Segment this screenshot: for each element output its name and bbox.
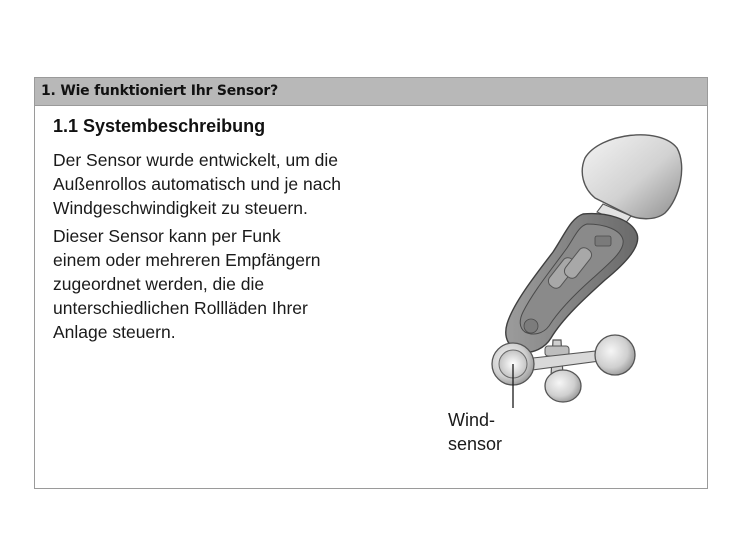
- paragraph-radio: [53, 224, 413, 344]
- section-title: 1. Wie funktioniert Ihr Sensor?: [41, 83, 278, 99]
- section-header: [35, 78, 707, 106]
- content-box: [34, 77, 708, 489]
- sensor-body: [506, 214, 638, 353]
- paragraph-line: unterschiedlichen Rollläden Ihrer: [53, 298, 308, 318]
- wind-sensor-label: Wind-: [448, 410, 496, 430]
- sensor-lid: [582, 135, 681, 224]
- paragraph-description: [53, 148, 413, 220]
- subsection-title: 1.1 Systembeschreibung: [53, 116, 266, 136]
- paragraph-line: Dieser Sensor kann per Funk: [53, 226, 281, 246]
- wind-sensor-label: sensor: [448, 434, 503, 454]
- paragraph-line: Windgeschwindigkeit zu steuern.: [53, 198, 308, 218]
- wind-sensor-illustration: [455, 128, 695, 408]
- paragraph-line: einem oder mehreren Empfängern: [53, 250, 321, 270]
- paragraph-line: Außenrollos automatisch und je nach: [53, 174, 341, 194]
- paragraph-line: Der Sensor wurde entwickelt, um die: [53, 150, 338, 170]
- paragraph-line: Anlage steuern.: [53, 322, 176, 342]
- paragraph-line: zugeordnet werden, die die: [53, 274, 265, 294]
